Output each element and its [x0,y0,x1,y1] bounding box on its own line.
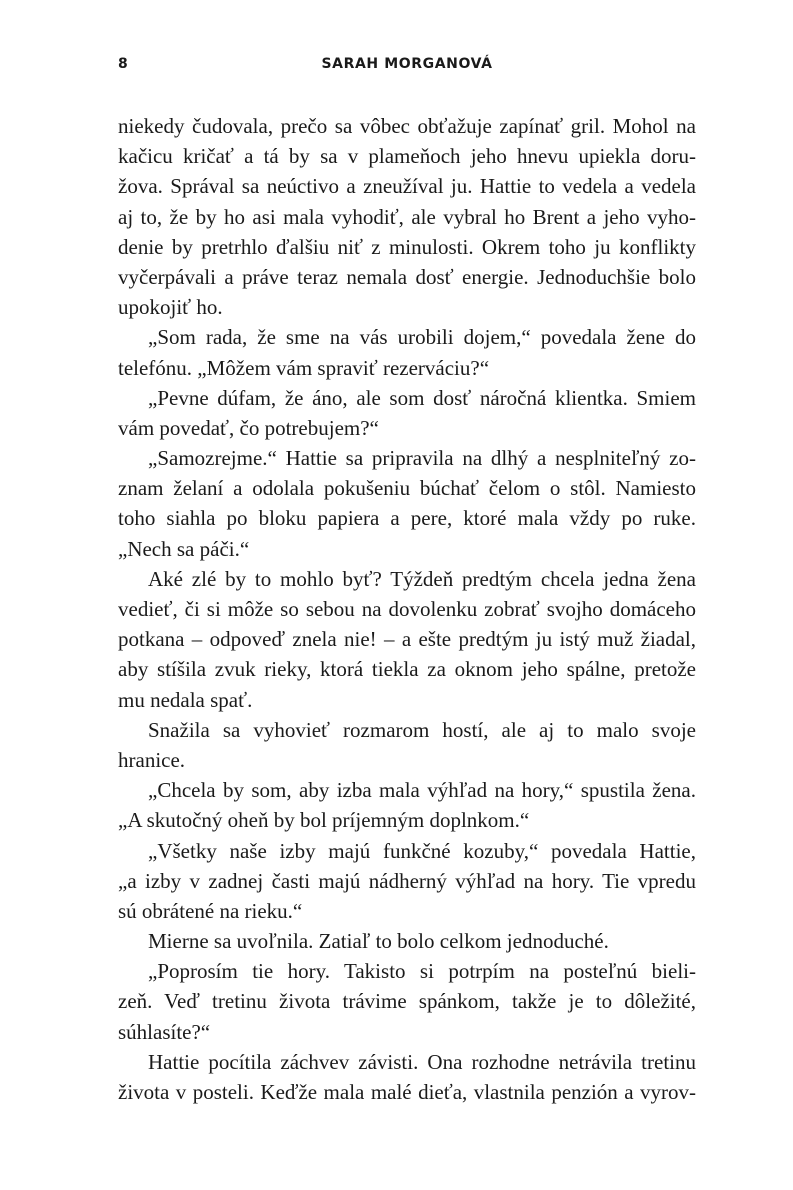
text-line: vedieť, či si môže so sebou na dovolenku zobrať svojho domáceho [118,597,696,621]
text-line: „a izby v zadnej časti majú nádherný výhľad na hory. Tie vpredu [118,868,696,893]
text-line: „Samozrejme.“ Hattie sa pripravila na dlhý a nesplniteľný zo- [148,446,696,471]
text-line: vám povedať, čo potrebujem?“ [118,415,379,440]
text-line: Hattie pocítila záchvev závisti. Ona rozhodne netrávila tretinu [148,1049,696,1074]
text-line: Aké zlé by to mohlo byť? Týždeň predtým chcela jedna žena [148,566,696,591]
text-line: toho siahla po bloku papiera a pere, ktoré mala vždy po ruke. [118,506,696,531]
text-line: zeň. Veď tretinu života trávime spánkom, takže je to dôležité, [118,989,696,1014]
body-text [118,111,696,1107]
running-head-author: SARAH MORGANOVÁ [321,56,493,72]
text-line: upokojiť ho. [118,295,223,320]
text-line: hranice. [118,747,186,772]
text-line: vyčerpávali a práve teraz nemala dosť energie. Jednoduchšie bolo [118,264,696,289]
text-line: mu nedala spať. [118,687,253,712]
text-line: súhlasíte?“ [118,1019,211,1044]
text-line: „Pevne dúfam, že áno, ale som dosť náročná klientka. Smiem [148,385,696,410]
text-line: denie by pretrhlo ďalšiu niť z minulosti. Okrem toho ju konflikty [118,234,696,259]
text-line: aj to, že by ho asi mala vyhodiť, ale vybral ho Brent a jeho vyho- [118,204,696,229]
text-line: Mierne sa uvoľnila. Zatiaľ to bolo celkom jednoduché. [148,929,609,954]
running-head [118,56,696,78]
text-line: niekedy čudovala, prečo sa vôbec obťažuje zapínať gril. Mohol na [118,114,696,138]
page-number: 8 [118,56,129,72]
text-line: „Všetky naše izby majú funkčné kozuby,“ povedala Hattie, [148,838,696,863]
text-line: Snažila sa vyhovieť rozmarom hostí, ale aj to malo svoje [148,717,696,742]
text-line: života v posteli. Keďže mala malé dieťa, vlastnila penzión a vyrov- [118,1080,696,1104]
text-line: „Nech sa páči.“ [118,536,250,561]
text-line: „Som rada, že sme na vás urobili dojem,“ povedala žene do [148,325,696,350]
text-line: „A skutočný oheň by bol príjemným doplnkom.“ [118,808,530,833]
text-line: sú obrátené na rieku.“ [118,898,303,923]
text-line: potkana – odpoveď znela nie! – a ešte predtým ju istý muž žiadal, [118,627,696,652]
text-line: žova. Správal sa neúctivo a zneužíval ju. Hattie to vedela a vedela [118,174,696,199]
text-line: „Chcela by som, aby izba mala výhľad na hory,“ spustila žena. [148,778,696,803]
text-line: kačicu kričať a tá by sa v plameňoch jeho hnevu upiekla doru- [118,144,696,169]
text-line: znam želaní a odolala pokušeniu búchať čelom o stôl. Namiesto [118,476,696,501]
text-line: aby stíšila zvuk rieky, ktorá tiekla za oknom jeho spálne, pretože [118,657,696,682]
text-line: telefónu. „Môžem vám spraviť rezerváciu?“ [118,355,490,380]
text-line: „Poprosím tie hory. Takisto si potrpím na posteľnú bieli- [148,959,696,984]
